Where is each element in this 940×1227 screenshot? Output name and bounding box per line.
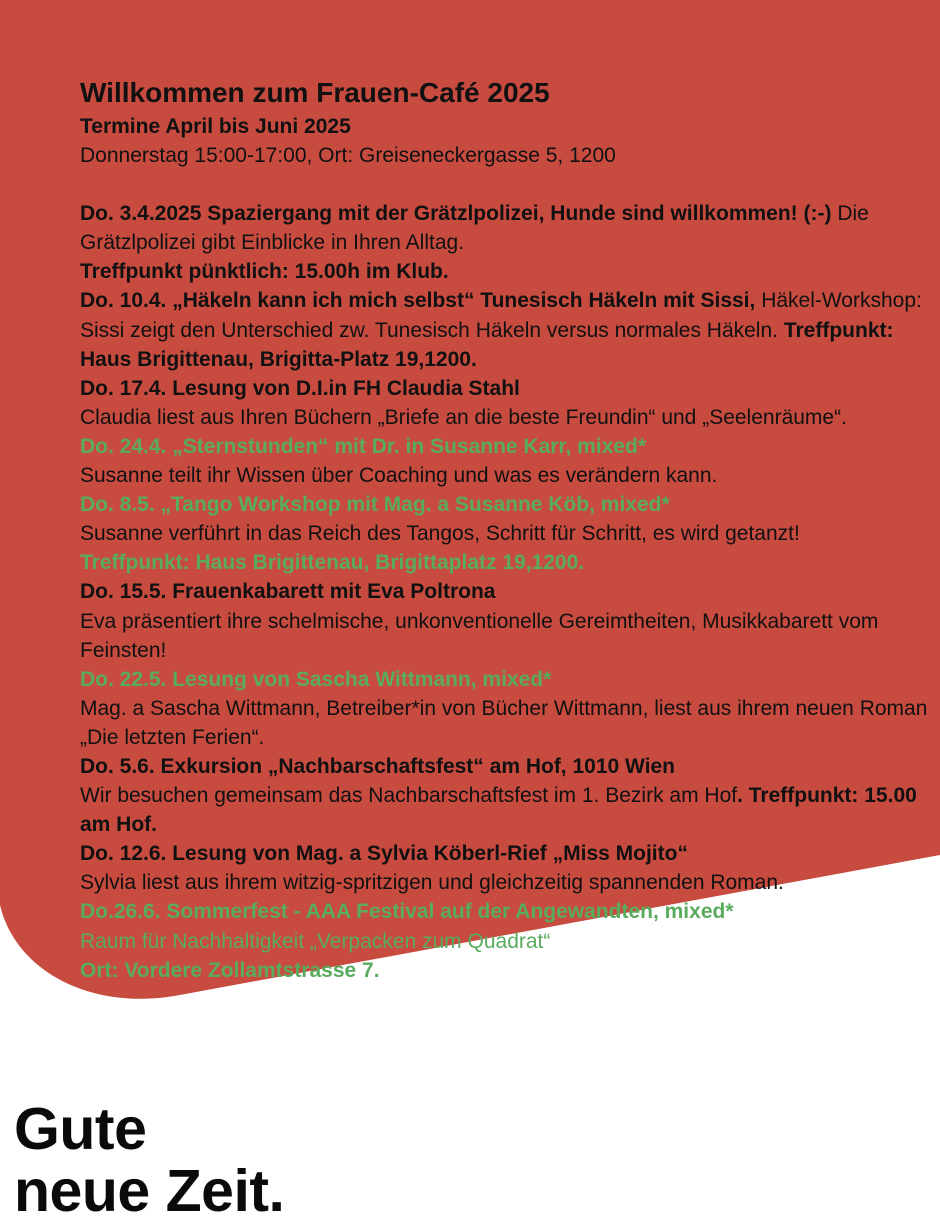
event-description: Die Grätzlpolizei gibt Einblicke in Ihren Alltag.: [80, 202, 869, 255]
event-5: [80, 490, 930, 577]
event-meeting-point: Treffpunkt: Haus Brigittenau, Brigitta-Platz 19,1200.: [80, 318, 894, 371]
event-2: [80, 286, 930, 373]
slogan-line-2: neue Zeit.: [14, 1158, 285, 1224]
page-title: Willkommen zum Frauen-Café 2025: [80, 77, 550, 108]
event-description-block: [80, 781, 930, 839]
event-description: Susanne teilt ihr Wissen über Coaching und was es verändern kann.: [80, 464, 718, 488]
event-heading: Do. 8.5. „Tango Workshop mit Mag. a Susanne Köb, mixed*: [80, 493, 670, 517]
event-3: [80, 374, 930, 432]
event-description: Wir besuchen gemeinsam das Nachbarschaftsfest im 1. Bezirk am Hof: [80, 784, 738, 808]
schedule-subtitle: Termine April bis Juni 2025: [80, 115, 351, 138]
event-description: Häkel-Workshop: Sissi zeigt den Unterschied zw. Tunesisch Häkeln versus normales Häkeln.: [80, 289, 922, 342]
event-heading: Do. 24.4. „Sternstunden“ mit Dr. in Susanne Karr, mixed*: [80, 434, 646, 458]
schedule-info: Donnerstag 15:00-17:00, Ort: Greiseneckergasse 5, 1200: [80, 144, 616, 168]
event-1: [80, 199, 930, 286]
event-description: Sylvia liest aus ihrem witzig-spritzigen und gleichzeitig spannenden Roman.: [80, 871, 784, 895]
event-meeting-point: Treffpunkt: Haus Brigittenau, Brigittaplatz 19,1200.: [80, 551, 585, 575]
event-8: [80, 752, 930, 839]
event-heading: Do. 5.6. Exkursion „Nachbarschaftsfest“ am Hof, 1010 Wien: [80, 754, 676, 778]
event-heading: Do. 12.6. Lesung von Mag. a Sylvia Köberl-Rief „Miss Mojito“: [80, 842, 688, 866]
flyer-content: [80, 76, 930, 985]
event-9: [80, 839, 930, 897]
event-description: Eva präsentiert ihre schelmische, unkonventionelle Gereimtheiten, Musikkabarett vom Feinsten!: [80, 609, 879, 662]
event-4: [80, 432, 930, 490]
event-meeting-point: Treffpunkt pünktlich: 15.00h im Klub.: [80, 260, 449, 284]
event-heading: Do.26.6. Sommerfest - AAA Festival auf der Angewandten, mixed*: [80, 900, 734, 924]
event-description: Susanne verführt in das Reich des Tangos, Schritt für Schritt, es wird getanzt!: [80, 522, 800, 546]
event-heading: Do. 10.4. „Häkeln kann ich mich selbst“ Tunesisch Häkeln mit Sissi,: [80, 289, 762, 313]
event-6: [80, 577, 930, 664]
event-meeting-point: . Treffpunkt: 15.00 am Hof.: [80, 784, 917, 837]
spacer: [80, 170, 930, 199]
event-description: Raum für Nachhaltigkeit „Verpacken zum Quadrat“: [80, 929, 551, 953]
slogan: [14, 1098, 284, 1222]
slogan-line-1: Gute: [14, 1096, 147, 1162]
event-meeting-point: Ort: Vordere Zollamtstrasse 7.: [80, 958, 380, 982]
event-10: [80, 897, 930, 984]
event-description: Mag. a Sascha Wittmann, Betreiber*in von Bücher Wittmann, liest aus ihrem neuen Roman „Die letzten Ferien“.: [80, 696, 928, 749]
event-7: [80, 665, 930, 752]
event-heading: Do. 3.4.2025 Spaziergang mit der Grätzlpolizei, Hunde sind willkommen! (:-): [80, 202, 838, 226]
event-description: Claudia liest aus Ihren Büchern „Briefe an die beste Freundin“ und „Seelenräume“.: [80, 405, 847, 429]
event-heading: Do. 22.5. Lesung von Sascha Wittmann, mixed*: [80, 667, 552, 691]
event-heading: Do. 15.5. Frauenkabarett mit Eva Poltrona: [80, 580, 496, 604]
event-heading: Do. 17.4. Lesung von D.I.in FH Claudia Stahl: [80, 376, 520, 400]
